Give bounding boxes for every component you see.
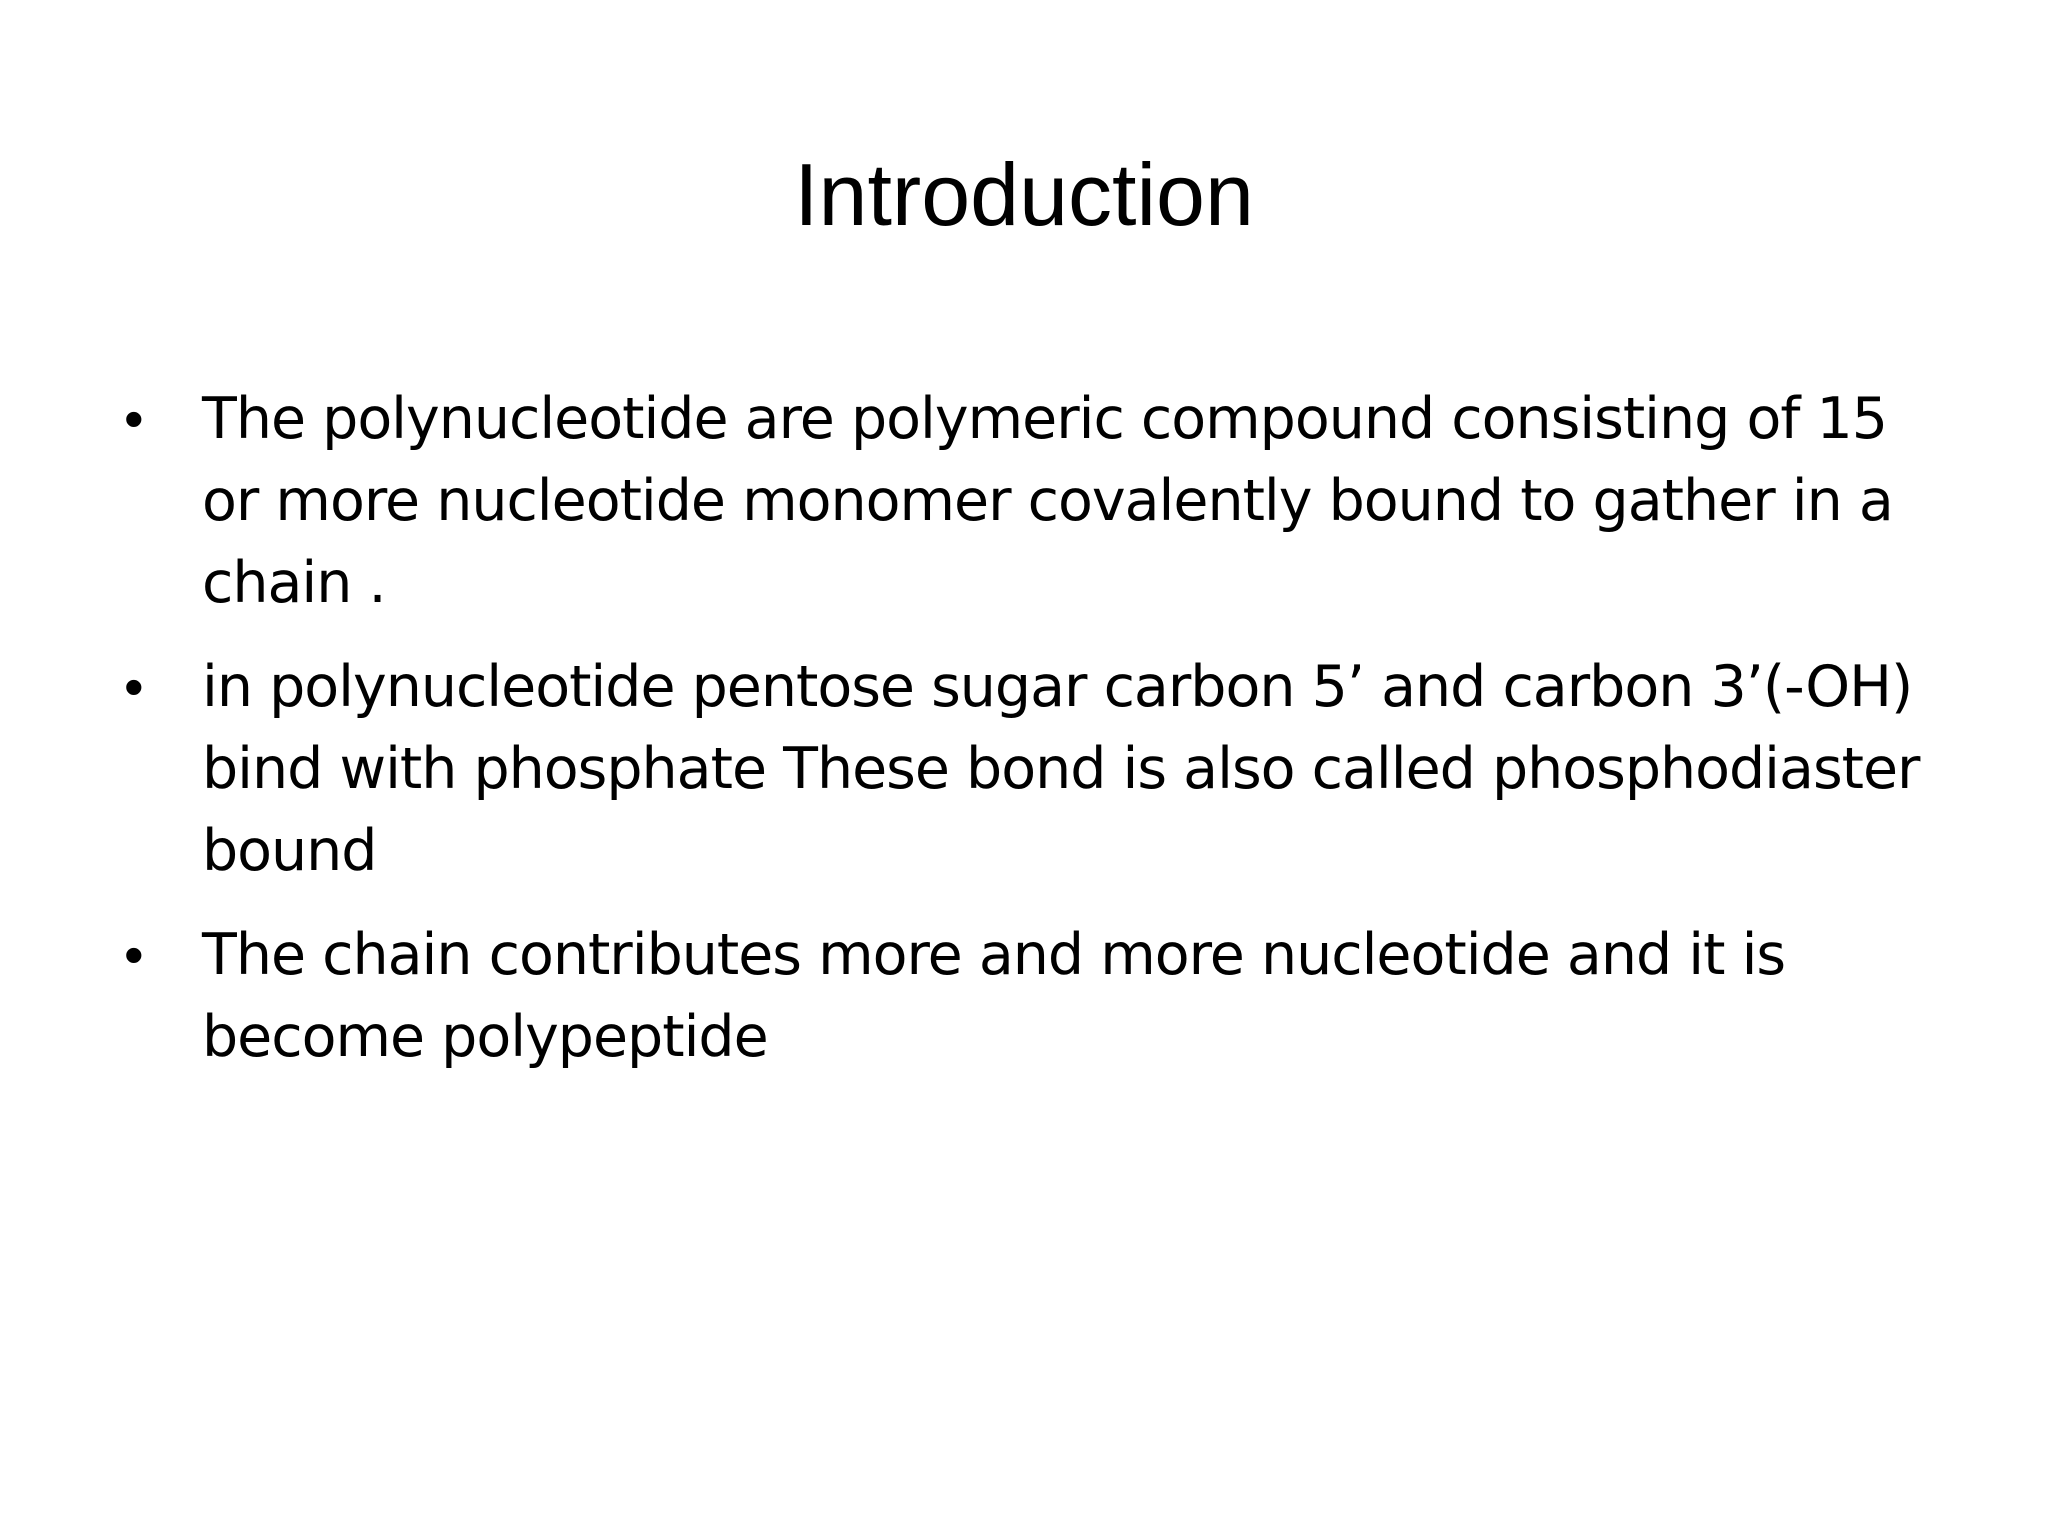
bullet-item xyxy=(120,378,1950,624)
bullet-list xyxy=(120,378,1950,1100)
bullet-text: in polynucleotide pentose sugar carbon 5’ and carbon 3’(-OH) bind with phosphate These bond is also called phosphodiaster bound xyxy=(202,654,1920,884)
bullet-dot-icon: • xyxy=(124,387,143,450)
bullet-item xyxy=(120,914,1950,1078)
bullet-text: The chain contributes more and more nucleotide and it is become polypeptide xyxy=(202,922,1786,1070)
bullet-dot-icon: • xyxy=(124,655,143,718)
bullet-dot-icon: • xyxy=(124,923,143,986)
bullet-text: The polynucleotide are polymeric compound consisting of 15 or more nucleotide monomer covalently bound to gather in a chain . xyxy=(202,386,1893,616)
bullet-item xyxy=(120,646,1950,892)
slide-title: Introduction xyxy=(794,145,1254,244)
